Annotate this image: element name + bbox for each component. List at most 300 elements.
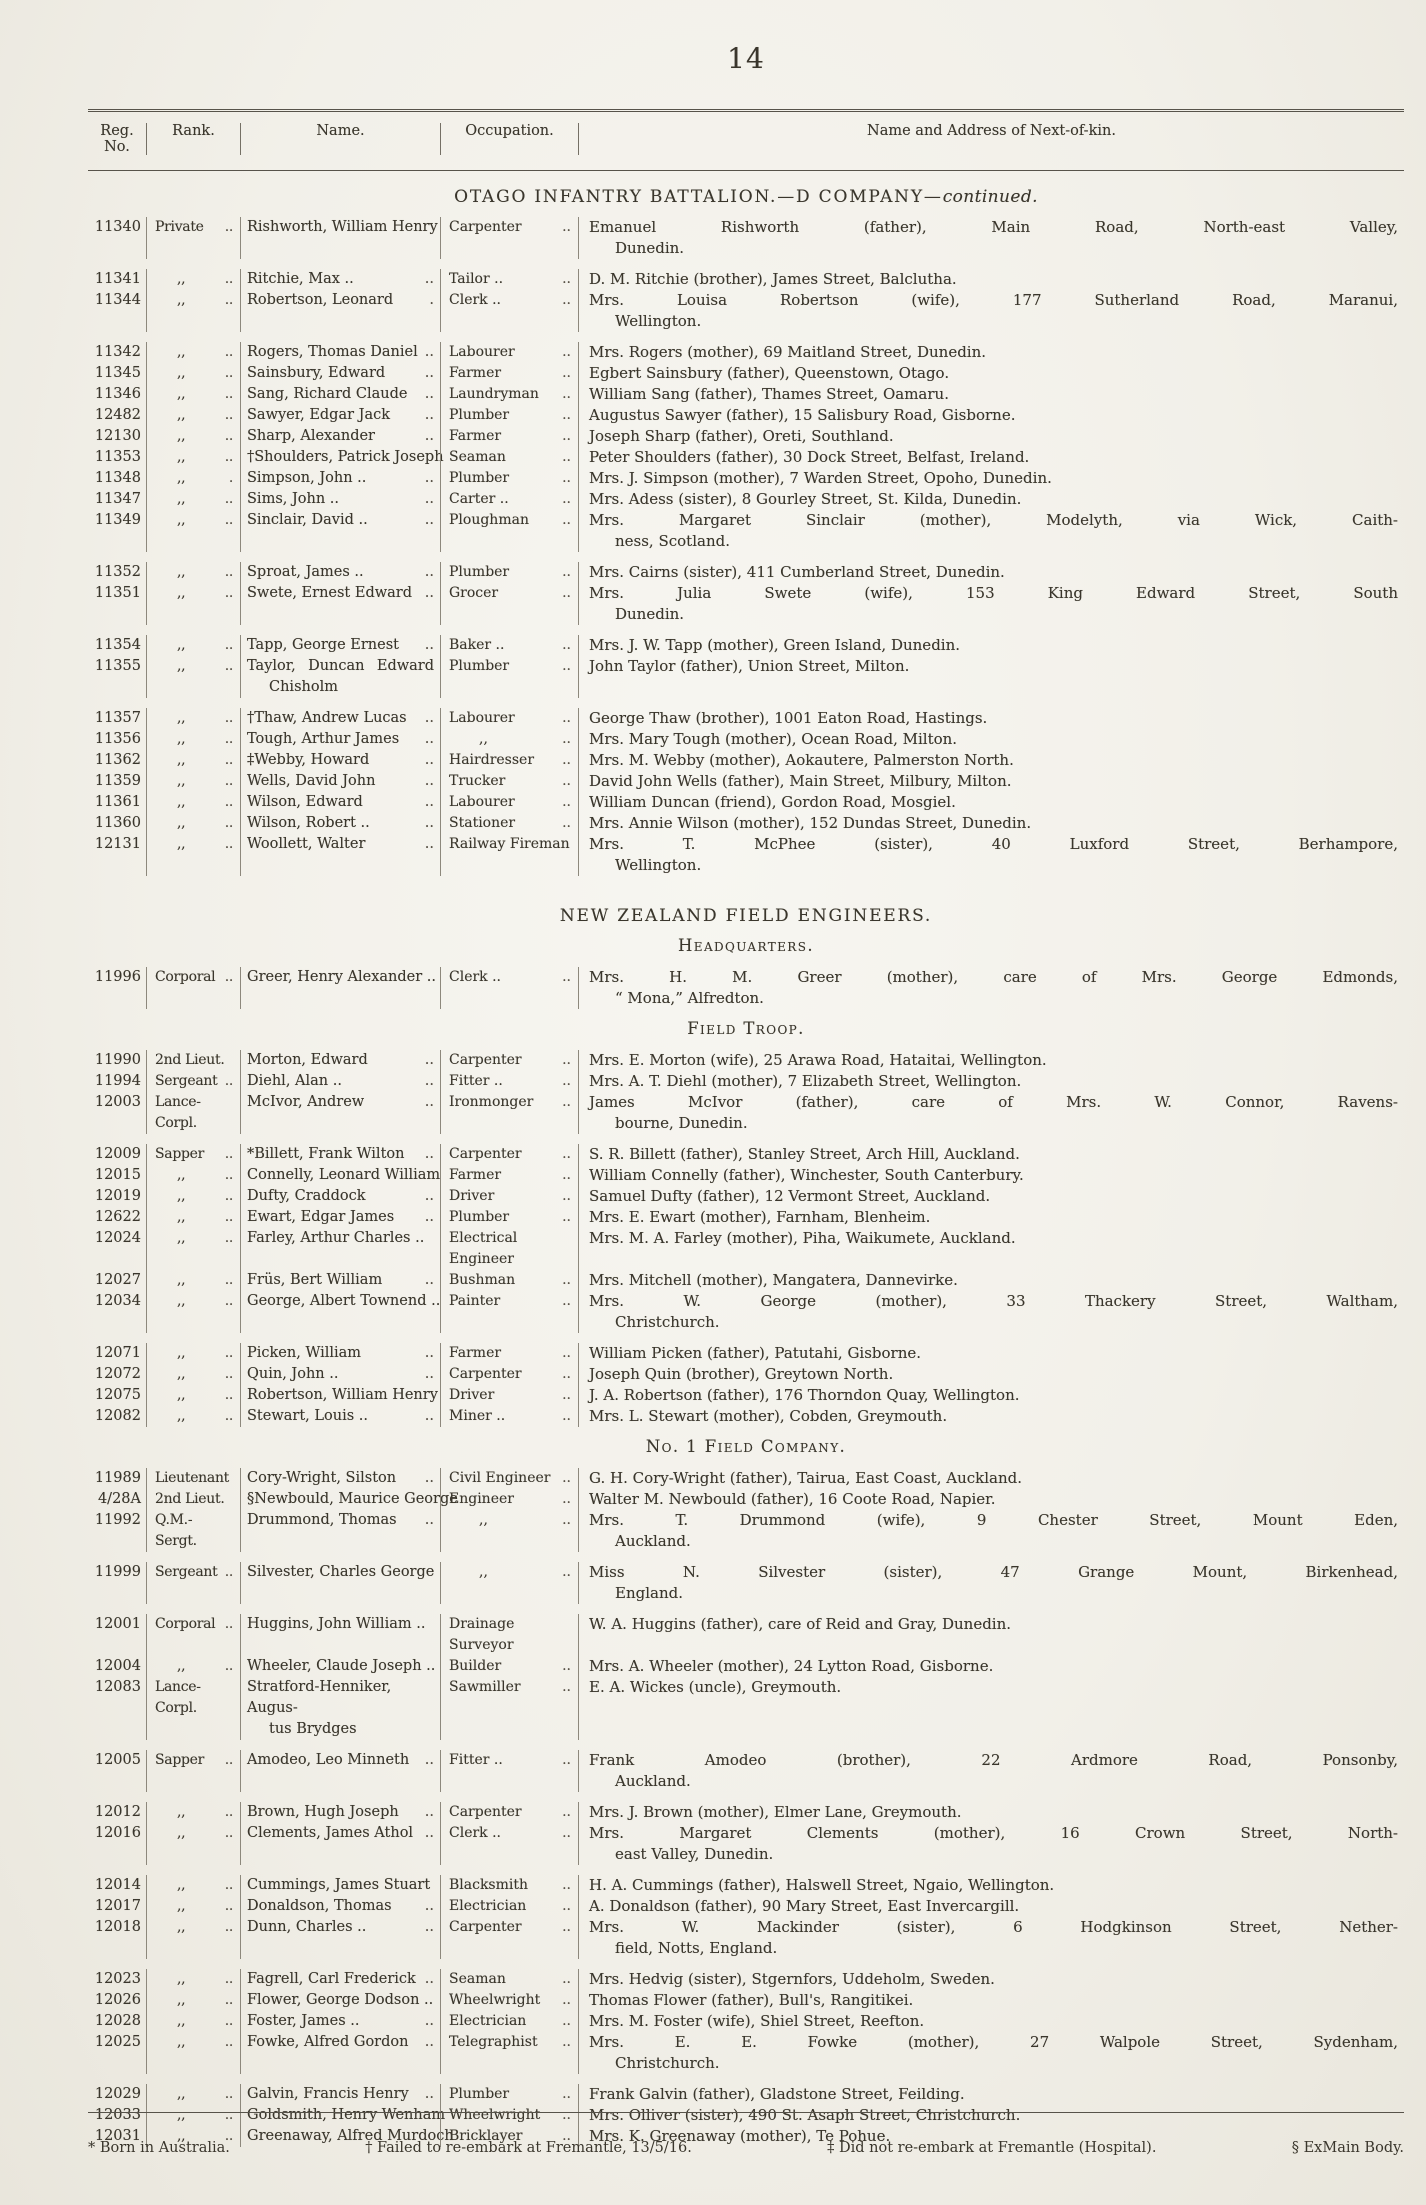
name-cell	[240, 967, 440, 1009]
reg-no-cell: 12015	[94, 1167, 141, 1183]
next-of-kin-line1: A. Donaldson (father), 90 Mary Street, East Invercargill.	[589, 1897, 1020, 1915]
occupation-dots: ..	[562, 564, 571, 580]
rank-cell	[146, 792, 240, 813]
rank-cell	[146, 1614, 240, 1656]
name-text	[247, 708, 425, 729]
section-title-continued: continued.	[942, 187, 1038, 207]
occupation-dots: ..	[562, 512, 571, 528]
name-dots: ..	[424, 2086, 434, 2102]
occupation-label: Blacksmith	[449, 1877, 529, 1893]
name-line1: Sims, John ..	[247, 491, 340, 507]
next-of-kin-line1: Mrs. J. Simpson (mother), 7 Warden Street, Opoho, Dunedin.	[589, 469, 1052, 487]
rank-dots: ..	[224, 1898, 233, 1914]
table-row	[88, 1510, 1404, 1552]
section-title	[88, 906, 1404, 926]
rank-label: ,,	[177, 815, 186, 831]
table-row	[88, 1270, 1404, 1291]
occupation-cell	[440, 1207, 578, 1228]
rank-cell	[146, 656, 240, 698]
name-line1: §Newbould, Maurice George	[247, 1491, 458, 1507]
name-cell	[240, 1875, 440, 1896]
occupation-cell	[440, 342, 578, 363]
name-line1: Galvin, Francis Henry	[247, 2086, 409, 2102]
occupation-cell	[440, 562, 578, 583]
row-group	[88, 269, 1404, 332]
rank-label: ,,	[177, 836, 186, 852]
occupation-label: Wheelwright	[449, 2107, 541, 2123]
table-row	[88, 1144, 1404, 1165]
occupation-label: Engineer	[449, 1491, 514, 1507]
rank-dots: ..	[224, 794, 233, 810]
rank-label: ,,	[177, 1230, 186, 1246]
occupation-dots: ..	[562, 1146, 571, 1162]
reg-no-cell: 11999	[94, 1564, 141, 1580]
rank-dots: ..	[224, 1877, 233, 1893]
name-line1: Dunn, Charles ..	[247, 1919, 367, 1935]
table-row	[88, 1343, 1404, 1364]
occupation-label: Wheelwright	[449, 1992, 541, 2008]
name-line1: Sawyer, Edgar Jack	[247, 407, 391, 423]
name-line1: Goldsmith, Henry Wenham	[247, 2107, 446, 2123]
occupation-dots: ..	[562, 773, 571, 789]
reg-no-cell: 12033	[94, 2107, 141, 2123]
rank-dots: ..	[224, 1366, 233, 1382]
occupation-label: Baker ..	[449, 637, 505, 653]
next-of-kin-cell	[578, 1343, 1404, 1364]
name-cell	[240, 562, 440, 583]
next-of-kin-line1: George Thaw (brother), 1001 Eaton Road, Hastings.	[589, 709, 988, 727]
next-of-kin-line1: David John Wells (father), Main Street, Milbury, Milton.	[589, 772, 1012, 790]
occupation-cell	[440, 583, 578, 625]
table-row	[88, 656, 1404, 698]
next-of-kin-line1: Thomas Flower (father), Bull's, Rangitikei.	[589, 1991, 914, 2009]
name-text	[247, 1489, 458, 1510]
reg-no-cell: 11996	[94, 969, 141, 985]
rank-dots: ..	[224, 449, 233, 465]
table-row	[88, 1385, 1404, 1406]
table-row	[88, 729, 1404, 750]
next-of-kin-line2: east Valley, Dunedin.	[615, 1845, 774, 1863]
next-of-kin-cell	[578, 1468, 1404, 1489]
reg-no-cell: 11345	[94, 365, 141, 381]
rank-label: ,,	[177, 512, 186, 528]
name-cell	[240, 1071, 440, 1092]
occupation-label: Plumber	[449, 658, 510, 674]
rank-dots: ..	[224, 2013, 233, 2029]
rank-dots: ..	[224, 1804, 233, 1820]
name-cell	[240, 426, 440, 447]
occupation-cell	[440, 708, 578, 729]
occupation-cell	[440, 447, 578, 468]
next-of-kin-line1: Samuel Dufty (father), 12 Vermont Street, Auckland.	[589, 1187, 991, 1205]
table-row	[88, 217, 1404, 259]
rank-dots: ..	[224, 365, 233, 381]
rank-cell	[146, 1875, 240, 1896]
name-cell	[240, 1207, 440, 1228]
name-dots: ..	[424, 1804, 434, 1820]
rank-cell	[146, 1677, 240, 1740]
rank-dots: ..	[224, 428, 233, 444]
rank-cell	[146, 510, 240, 552]
name-cell	[240, 342, 440, 363]
rank-cell	[146, 834, 240, 876]
next-of-kin-cell	[578, 363, 1404, 384]
subsection-heading: Headquarters.	[678, 936, 814, 955]
name-cell	[240, 1990, 440, 2011]
rank-dots: ..	[224, 1272, 233, 1288]
name-cell	[240, 2084, 440, 2105]
rank-label: ,,	[177, 1345, 186, 1361]
table-row	[88, 1677, 1404, 1740]
rank-dots: ..	[224, 2128, 233, 2144]
occupation-dots: ..	[562, 1073, 571, 1089]
name-line1: McIvor, Andrew	[247, 1094, 365, 1110]
reg-no-cell: 11355	[94, 658, 141, 674]
next-of-kin-cell	[578, 1875, 1404, 1896]
table-row	[88, 363, 1404, 384]
reg-no-cell: 11342	[94, 344, 141, 360]
next-of-kin-cell	[578, 750, 1404, 771]
name-cell	[240, 635, 440, 656]
occupation-cell	[440, 510, 578, 552]
row-group	[88, 1050, 1404, 1134]
rank-label: ,,	[177, 564, 186, 580]
next-of-kin-line1: Joseph Sharp (father), Oreti, Southland.	[589, 427, 894, 445]
occupation-cell	[440, 1896, 578, 1917]
name-text	[247, 1071, 425, 1092]
next-of-kin-cell	[578, 656, 1404, 698]
name-cell	[240, 510, 440, 552]
occupation-label: Driver	[449, 1387, 495, 1403]
occupation-label: Farmer	[449, 428, 502, 444]
name-line1: †Thaw, Andrew Lucas	[247, 710, 407, 726]
reg-no-cell: 11360	[94, 815, 141, 831]
next-of-kin-line2: England.	[615, 1584, 683, 1602]
occupation-label: Electrical Engineer	[449, 1230, 518, 1267]
reg-no-cell: 12018	[94, 1919, 141, 1935]
next-of-kin-line1: Mrs. W. George (mother), 33 Thackery Street, Waltham,	[589, 1292, 1398, 1310]
name-cell	[240, 1917, 440, 1959]
occupation-dots: ..	[562, 1094, 571, 1110]
rank-label: ,,	[177, 731, 186, 747]
name-line1: Diehl, Alan ..	[247, 1073, 342, 1089]
next-of-kin-line1: E. A. Wickes (uncle), Greymouth.	[589, 1678, 842, 1696]
name-cell	[240, 384, 440, 405]
rank-cell	[146, 1990, 240, 2011]
rank-cell	[146, 2011, 240, 2032]
rank-label: ,,	[177, 773, 186, 789]
next-of-kin-line1: W. A. Huggins (father), care of Reid and Gray, Dunedin.	[589, 1615, 1012, 1633]
occupation-label: Drainage Surveyor	[449, 1616, 515, 1653]
name-line1: Huggins, John William ..	[247, 1616, 426, 1632]
reg-no-cell: 11347	[94, 491, 141, 507]
name-line1: Cory-Wright, Silston	[247, 1470, 397, 1486]
rank-dots: ..	[224, 1230, 233, 1246]
name-dots: ..	[424, 637, 434, 653]
table-row	[88, 708, 1404, 729]
rank-dots: ..	[224, 1209, 233, 1225]
next-of-kin-cell	[578, 1228, 1404, 1270]
next-of-kin-line1: Peter Shoulders (father), 30 Dock Street, Belfast, Ireland.	[589, 448, 1030, 466]
occupation-label: Labourer	[449, 344, 515, 360]
rank-label: Corporal	[155, 1616, 216, 1632]
name-cell	[240, 2032, 440, 2074]
occupation-label: Civil Engineer	[449, 1470, 551, 1486]
name-line1: Früs, Bert William	[247, 1272, 383, 1288]
rank-label: Sergeant	[155, 1073, 218, 1089]
row-group	[88, 1802, 1404, 1865]
rank-label: Q.M.-Sergt.	[155, 1512, 197, 1549]
occupation-dots: ..	[562, 491, 571, 507]
name-line1: Ewart, Edgar James	[247, 1209, 395, 1225]
name-cell	[240, 1750, 440, 1792]
next-of-kin-cell	[578, 1677, 1404, 1740]
occupation-cell	[440, 1092, 578, 1134]
reg-no-cell: 11989	[94, 1470, 141, 1486]
name-text	[247, 1656, 434, 1677]
occupation-dots: ..	[562, 1877, 571, 1893]
table-row	[88, 967, 1404, 1009]
next-of-kin-line1: Mrs. A. T. Diehl (mother), 7 Elizabeth Street, Wellington.	[589, 1072, 1022, 1090]
name-line1: Donaldson, Thomas	[247, 1898, 392, 1914]
name-line1: Ritchie, Max ..	[247, 271, 354, 287]
reg-no-cell: 11359	[94, 773, 141, 789]
name-line1: ‡Webby, Howard	[247, 752, 370, 768]
section-title	[88, 187, 1404, 207]
occupation-dots: ..	[562, 1752, 571, 1768]
reg-no-cell: 11348	[94, 470, 141, 486]
name-cell	[240, 1896, 440, 1917]
name-line1: Sang, Richard Claude	[247, 386, 408, 402]
occupation-dots: ..	[562, 1387, 571, 1403]
occupation-cell	[440, 2084, 578, 2105]
next-of-kin-cell	[578, 813, 1404, 834]
rank-dots: ..	[224, 1146, 233, 1162]
occupation-cell	[440, 1510, 578, 1552]
rank-cell	[146, 1489, 240, 1510]
next-of-kin-line1: Mrs. Annie Wilson (mother), 152 Dundas Street, Dunedin.	[589, 814, 1032, 832]
reg-no-cell: 12026	[94, 1992, 141, 2008]
rank-cell	[146, 1092, 240, 1134]
rank-cell	[146, 384, 240, 405]
next-of-kin-line1: Miss N. Silvester (sister), 47 Grange Mount, Birkenhead,	[589, 1563, 1398, 1581]
occupation-dots: ..	[562, 794, 571, 810]
name-text	[247, 468, 425, 489]
name-line1: Woollett, Walter	[247, 836, 366, 852]
next-of-kin-cell	[578, 1750, 1404, 1792]
occupation-dots: ..	[562, 815, 571, 831]
rank-label: Lance-Corpl.	[155, 1679, 201, 1716]
row-group	[88, 1343, 1404, 1427]
reg-no-cell: 11352	[94, 564, 141, 580]
occupation-dots: ..	[562, 2013, 571, 2029]
occupation-dots: ..	[562, 219, 571, 235]
next-of-kin-line1: James McIvor (father), care of Mrs. W. Connor, Ravens-	[589, 1093, 1398, 1111]
occupation-cell	[440, 1385, 578, 1406]
next-of-kin-cell	[578, 1291, 1404, 1333]
table-row	[88, 2011, 1404, 2032]
rank-label: 2nd Lieut.	[155, 1052, 225, 1068]
reg-no-cell: 12072	[94, 1366, 141, 1382]
next-of-kin-line1: Mrs. J. W. Tapp (mother), Green Island, Dunedin.	[589, 636, 961, 654]
name-text	[247, 405, 425, 426]
next-of-kin-line1: Mrs. Cairns (sister), 411 Cumberland Street, Dunedin.	[589, 563, 1005, 581]
name-dots: ..	[424, 407, 434, 423]
table-row	[88, 1990, 1404, 2011]
name-line1: Robertson, Leonard	[247, 292, 394, 308]
rank-label: ,,	[177, 1366, 186, 1382]
rank-label: ,,	[177, 710, 186, 726]
table-row	[88, 384, 1404, 405]
rank-dots: ..	[224, 1919, 233, 1935]
reg-no-cell: 11351	[94, 585, 141, 601]
name-dots: ..	[424, 836, 434, 852]
occupation-label: Farmer	[449, 365, 502, 381]
reg-no-cell: 12017	[94, 1898, 141, 1914]
occupation-dots: ..	[562, 1167, 571, 1183]
next-of-kin-line1: G. H. Cory-Wright (father), Tairua, East Coast, Auckland.	[589, 1469, 1022, 1487]
name-dots: ..	[424, 1272, 434, 1288]
rank-cell	[146, 708, 240, 729]
occupation-cell	[440, 468, 578, 489]
name-cell	[240, 447, 444, 468]
rank-cell	[146, 1406, 240, 1427]
name-cell	[240, 834, 440, 876]
occupation-dots: ..	[562, 1804, 571, 1820]
name-dots: ..	[424, 710, 434, 726]
name-dots: ..	[424, 1919, 434, 1935]
next-of-kin-cell	[578, 1050, 1404, 1071]
occupation-label: Ploughman	[449, 512, 529, 528]
next-of-kin-line1: Mrs. E. E. Fowke (mother), 27 Walpole Street, Sydenham,	[589, 2033, 1398, 2051]
rank-cell	[146, 217, 240, 259]
name-text	[247, 1050, 425, 1071]
name-text	[247, 1875, 434, 1896]
next-of-kin-line1: Mrs. Mary Tough (mother), Ocean Road, Milton.	[589, 730, 958, 748]
name-dots: ..	[424, 1188, 434, 1204]
occupation-cell	[440, 1823, 578, 1865]
name-text	[247, 1343, 425, 1364]
name-cell	[240, 2011, 440, 2032]
rank-cell	[146, 1050, 240, 1071]
next-of-kin-cell	[578, 1364, 1404, 1385]
name-dots: ..	[424, 386, 434, 402]
rank-dots: ..	[224, 219, 233, 235]
next-of-kin-line2: field, Notts, England.	[615, 1939, 778, 1957]
row-group	[88, 1969, 1404, 2074]
rank-dots: ..	[224, 344, 233, 360]
reg-no-cell: 12027	[94, 1272, 141, 1288]
rank-label: ,,	[177, 1877, 186, 1893]
rank-dots: ..	[224, 1971, 233, 1987]
occupation-dots: ..	[562, 1366, 571, 1382]
next-of-kin-line1: Augustus Sawyer (father), 15 Salisbury Road, Gisborne.	[589, 406, 1016, 424]
occupation-dots: ..	[562, 1272, 571, 1288]
name-line1: Simpson, John ..	[247, 470, 367, 486]
occupation-label: Driver	[449, 1188, 495, 1204]
next-of-kin-cell	[578, 426, 1404, 447]
next-of-kin-cell	[578, 1656, 1404, 1677]
occupation-cell	[440, 426, 578, 447]
name-text	[247, 1468, 425, 1489]
name-dots: ..	[424, 815, 434, 831]
occupation-cell	[440, 290, 578, 332]
rank-cell	[146, 405, 240, 426]
rank-label: Lieutenant	[155, 1470, 229, 1486]
occupation-dots: ..	[562, 2034, 571, 2050]
name-line1: Wilson, Edward	[247, 794, 363, 810]
column-header-next-of-kin: Name and Address of Next-of-kin.	[578, 123, 1404, 155]
rank-cell	[146, 1917, 240, 1959]
name-dots: ..	[424, 752, 434, 768]
next-of-kin-line1: Mrs. H. M. Greer (mother), care of Mrs. George Edmonds,	[589, 968, 1398, 986]
name-text	[247, 813, 425, 834]
name-text	[247, 635, 425, 656]
name-line1: Drummond, Thomas	[247, 1512, 397, 1528]
reg-no-cell: 12014	[94, 1877, 141, 1893]
row-group	[88, 1468, 1404, 1552]
name-cell	[240, 1364, 440, 1385]
name-line1: Robertson, William Henry	[247, 1387, 438, 1403]
next-of-kin-line1: William Sang (father), Thames Street, Oamaru.	[589, 385, 949, 403]
table-row	[88, 1969, 1404, 1990]
name-dots: ..	[424, 1752, 434, 1768]
reg-no-cell: 12009	[94, 1146, 141, 1162]
name-dots: ..	[424, 2013, 434, 2029]
next-of-kin-cell	[578, 1207, 1404, 1228]
rank-dots: ..	[224, 731, 233, 747]
name-cell	[240, 1291, 440, 1333]
next-of-kin-cell	[578, 489, 1404, 510]
rank-dots: ..	[224, 1167, 233, 1183]
row-group	[88, 708, 1404, 876]
next-of-kin-line2: Wellington.	[615, 312, 702, 330]
next-of-kin-cell	[578, 771, 1404, 792]
name-line1: Silvester, Charles George	[247, 1564, 435, 1580]
name-cell	[240, 489, 440, 510]
name-cell	[240, 1656, 440, 1677]
row-group	[88, 217, 1404, 259]
name-cell	[240, 708, 440, 729]
rank-dots: ..	[224, 1752, 233, 1768]
table-row	[88, 1562, 1404, 1604]
occupation-cell	[440, 967, 578, 1009]
name-cell	[240, 1562, 440, 1604]
next-of-kin-line2: “ Mona,” Alfredton.	[615, 989, 764, 1007]
table-row	[88, 342, 1404, 363]
name-text	[247, 1228, 434, 1270]
next-of-kin-line1: Mrs. J. Brown (mother), Elmer Lane, Greymouth.	[589, 1803, 962, 1821]
column-header-occupation: Occupation.	[440, 123, 578, 155]
page-number: 14	[727, 42, 765, 75]
rank-cell	[146, 750, 240, 771]
next-of-kin-line1: Mrs. Louisa Robertson (wife), 177 Sutherland Road, Maranui,	[589, 291, 1398, 309]
occupation-cell	[440, 2032, 578, 2074]
table-row	[88, 1823, 1404, 1865]
occupation-dots: ..	[562, 470, 571, 486]
footnotes	[88, 2140, 1404, 2156]
next-of-kin-line1: Frank Galvin (father), Gladstone Street, Feilding.	[589, 2085, 965, 2103]
next-of-kin-line1: D. M. Ritchie (brother), James Street, Balclutha.	[589, 270, 957, 288]
reg-no-cell: 12034	[94, 1293, 141, 1309]
rank-label: ,,	[177, 1898, 186, 1914]
name-dots: ..	[424, 1209, 434, 1225]
occupation-label: Sawmiller	[449, 1679, 521, 1695]
next-of-kin-cell	[578, 1614, 1404, 1656]
next-of-kin-line2: Dunedin.	[615, 239, 685, 257]
name-text	[247, 1207, 425, 1228]
reg-no-cell: 12028	[94, 2013, 141, 2029]
